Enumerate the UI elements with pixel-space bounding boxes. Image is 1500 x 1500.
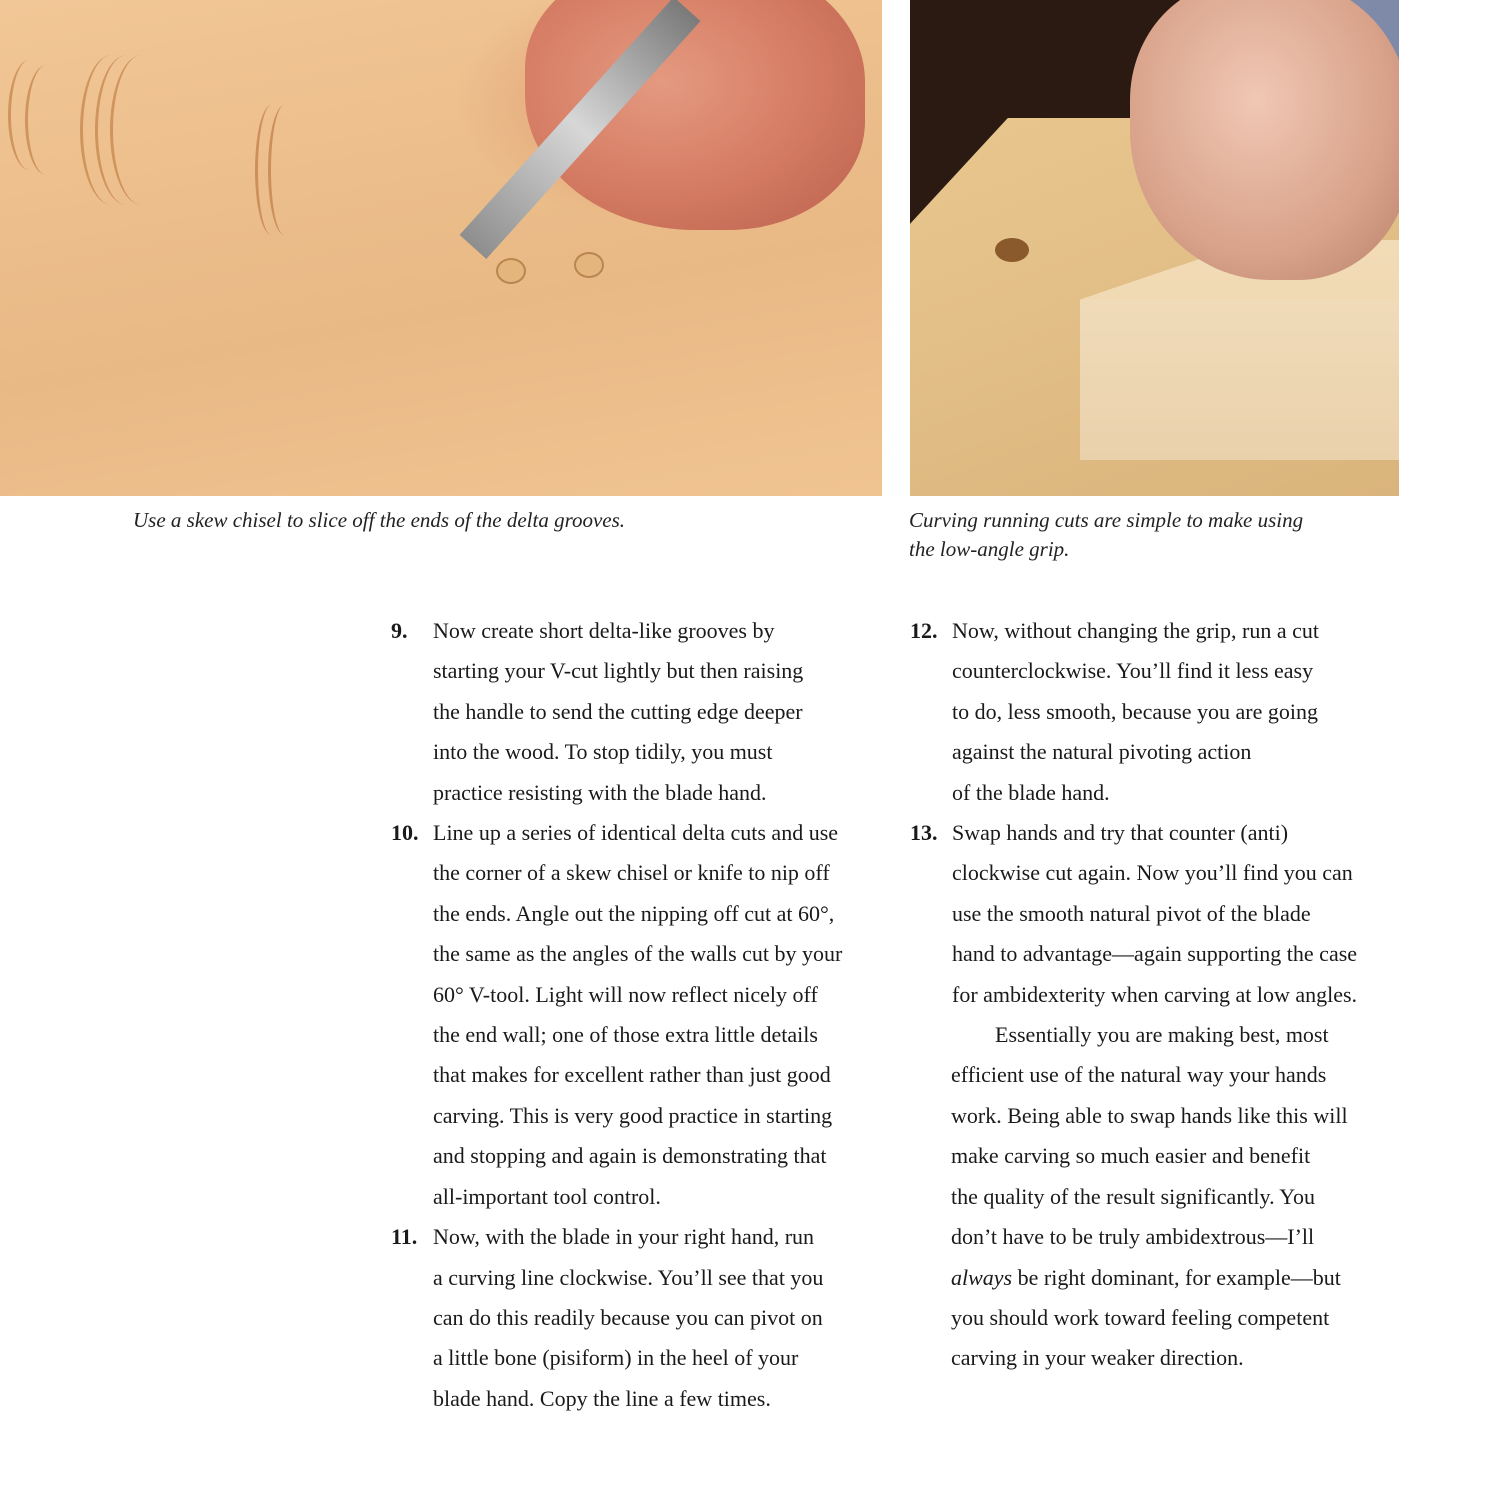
text-line [951, 1258, 1411, 1298]
photo-low-angle-grip [910, 0, 1399, 496]
text-line: blade hand. Copy the line a few times. [433, 1385, 771, 1411]
text-line: the corner of a skew chisel or knife to nip off [433, 860, 830, 886]
text-line: a curving line clockwise. You’ll see that you [433, 1264, 824, 1290]
text-line: the quality of the result significantly. You [951, 1183, 1315, 1209]
groove-mark [25, 65, 68, 175]
photo-skew-chisel [0, 0, 882, 496]
text-line: the same as the angles of the walls cut by your [433, 941, 843, 967]
text-line: can do this readily because you can pivot on [433, 1304, 823, 1330]
bench-dog-hole [995, 238, 1029, 262]
step-11 [392, 1217, 892, 1419]
caption-line: Curving running cuts are simple to make using [909, 508, 1304, 532]
step-number: 12. [910, 618, 938, 643]
text-line: Now create short delta-like grooves by [433, 618, 775, 643]
caption-right [909, 506, 1303, 564]
step-number: 9. [391, 618, 408, 643]
text-line: clockwise cut again. Now you’ll find you can [952, 860, 1353, 886]
closing-paragraph [911, 1015, 1411, 1379]
text-line: into the wood. To stop tidily, you must [433, 739, 773, 765]
text-line: Now, without changing the grip, run a cut [952, 618, 1319, 643]
text-line: practice resisting with the blade hand. [433, 779, 767, 805]
caption-left: Use a skew chisel to slice off the ends of the delta grooves. [133, 508, 626, 532]
text-line: Now, with the blade in your right hand, run [433, 1224, 815, 1250]
text-line: efficient use of the natural way your hands [951, 1062, 1327, 1088]
step-number: 13. [910, 820, 938, 846]
left-text-column [392, 611, 892, 1419]
text-line: make carving so much easier and benefit [951, 1143, 1311, 1169]
step-10 [392, 813, 892, 1217]
text-line: the handle to send the cutting edge deeper [433, 698, 803, 724]
text-line: use the smooth natural pivot of the blade [952, 900, 1311, 926]
groove-mark [110, 55, 173, 205]
text-line: starting your V-cut lightly but then raising [433, 658, 804, 684]
groove-mark [268, 105, 301, 235]
right-text-column [911, 611, 1411, 1379]
text-line: all-important tool control. [433, 1183, 661, 1209]
text-line: that makes for excellent rather than just good [433, 1062, 831, 1088]
emphasis-always: always [951, 1264, 1013, 1290]
text-line: counterclockwise. You’ll find it less easy [952, 658, 1314, 684]
text-line: the ends. Angle out the nipping off cut at 60°, [433, 900, 835, 926]
wood-block-face [1080, 300, 1399, 460]
text-line: Essentially you are making best, most [995, 1022, 1329, 1048]
text-line: to do, less smooth, because you are going [952, 698, 1318, 724]
text-line: Line up a series of identical delta cuts and use [433, 820, 839, 846]
step-number: 11. [391, 1224, 418, 1250]
text-line: hand to advantage—again supporting the case [952, 941, 1358, 967]
text-line: you should work toward feeling competent [951, 1304, 1330, 1330]
step-13 [911, 813, 1411, 1015]
text-line: carving. This is very good practice in starting [433, 1102, 833, 1128]
text-line: don’t have to be truly ambidextrous—I’ll [951, 1224, 1315, 1250]
text-line: the end wall; one of those extra little details [433, 1022, 818, 1048]
text-line: for ambidexterity when carving at low angles. [952, 981, 1358, 1007]
step-12 [911, 611, 1411, 813]
caption-line: the low-angle grip. [909, 537, 1070, 561]
text-fragment: be right dominant, for example—but [1012, 1264, 1341, 1290]
text-line: a little bone (pisiform) in the heel of your [433, 1345, 799, 1371]
wood-curl [574, 252, 604, 278]
text-line: of the blade hand. [952, 779, 1110, 805]
text-line: carving in your weaker direction. [951, 1345, 1244, 1371]
text-line: against the natural pivoting action [952, 739, 1252, 765]
wood-curl [496, 258, 526, 284]
text-line: work. Being able to swap hands like this will [951, 1102, 1348, 1128]
text-line: and stopping and again is demonstrating that [433, 1143, 827, 1169]
step-9 [392, 611, 892, 813]
step-number: 10. [391, 820, 419, 846]
text-line: 60° V-tool. Light will now reflect nicely off [433, 981, 818, 1007]
text-line: Swap hands and try that counter (anti) [952, 820, 1289, 846]
